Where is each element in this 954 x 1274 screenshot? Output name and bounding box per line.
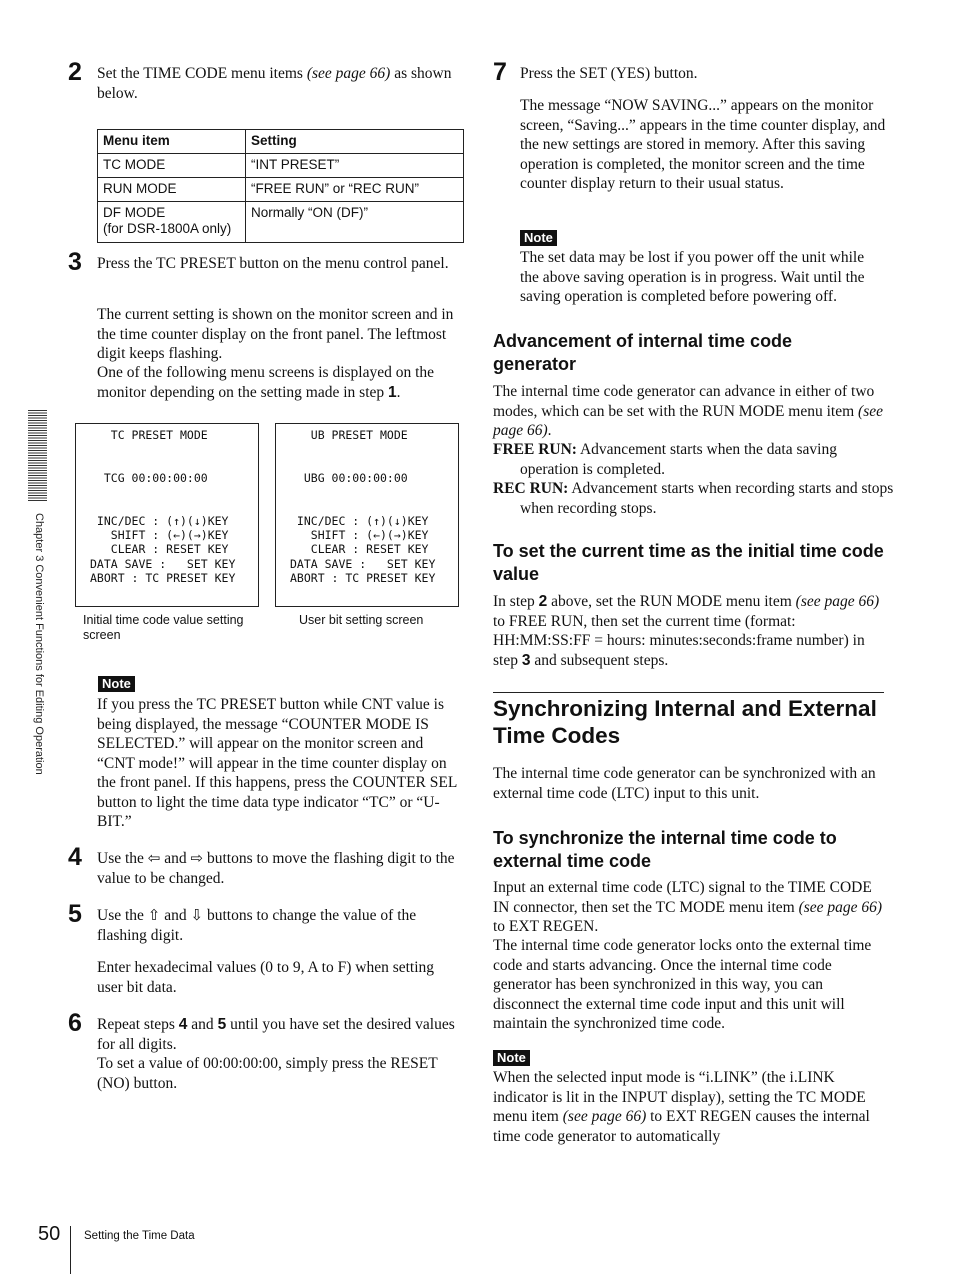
note-text: If you press the TC PRESET button while CNT value is being displayed, the message “COUNTER MODE IS SELECTED.” will appear on the monitor screen and “CNT mode!” will appear in the time counter display on the front panel. If this happens, press the COUNTER SEL button to light the time data type indicator “TC” or “U-BIT.” <box>97 696 457 830</box>
step-number: 5 <box>68 900 82 928</box>
definition-item: FREE RUN: Advancement starts when the data saving operation is completed. <box>493 441 837 478</box>
screen-text: TC PRESET MODE TCG 00:00:00:00 INC/DEC : (↑)(↓)KEY SHIFT : (←)(→)KEY CLEAR : RESET KEY DATA SAVE : SET KEY ABORT : TC PRESET KEY <box>90 428 236 585</box>
step-3-paragraph: One of the following menu screens is displayed on the monitor depending on the setting made in step 1. <box>97 364 435 401</box>
step-number: 4 <box>68 843 82 871</box>
note-badge: Note <box>98 676 135 692</box>
note-badge: Note <box>493 1050 530 1066</box>
step-7-text: Press the SET (YES) button. <box>520 65 698 82</box>
footer-divider <box>70 1226 71 1274</box>
step-number: 7 <box>493 58 507 86</box>
step-3-paragraph: The current setting is shown on the monitor screen and in the time counter display on the front panel. The leftmost digit keeps flashing. <box>97 306 454 362</box>
note-text: When the selected input mode is “i.LINK” (the i.LINK indicator is lit in the INPUT display), setting the TC MODE menu item (see page 66) to EXT REGEN causes the internal time code generator to automatically <box>493 1069 870 1145</box>
right-arrow-icon: ⇨ <box>190 849 204 867</box>
section-heading: To synchronize the internal time code to external time code <box>493 828 837 871</box>
step-6-paragraph: To set a value of 00:00:00:00, simply press the RESET (NO) button. <box>97 1055 438 1092</box>
monitor-screen-tc-preset <box>75 423 259 607</box>
section-heading: To set the current time as the initial time code value <box>493 541 884 584</box>
section-paragraph: The internal time code generator can advance in either of two modes, which can be set with the RUN MODE menu item (see page 66). <box>493 383 883 439</box>
monitor-screen-ub-preset <box>275 423 459 607</box>
section-paragraph: Input an external time code (LTC) signal to the TIME CODE IN connector, then set the TC MODE menu item (see page 66) to EXT REGEN. <box>493 879 883 935</box>
table-header: Setting <box>246 130 464 154</box>
table-row: RUN MODE “FREE RUN” or “REC RUN” <box>98 178 464 202</box>
step-6-text: Repeat steps 4 and 5 until you have set the desired values for all digits. <box>97 1016 455 1053</box>
section-rule <box>493 692 884 693</box>
chapter-side-label: Chapter 3 Convenient Functions for Editing Operation <box>33 513 45 775</box>
chapter-tab-marker <box>28 410 47 502</box>
table-header: Menu item <box>98 130 246 154</box>
screen-caption: User bit setting screen <box>299 613 424 627</box>
left-arrow-icon: ⇦ <box>147 849 161 867</box>
menu-settings-table <box>97 129 464 243</box>
section-paragraph: In step 2 above, set the RUN MODE menu item (see page 66) to FREE RUN, then set the current time (format: HH:MM:SS:FF = hours: minutes:seconds:frame number) in step 3 and subsequent steps. <box>493 593 880 669</box>
step-2-text: Set the TIME CODE menu items (see page 66) as shown below. <box>97 65 452 102</box>
table-row: TC MODE “INT PRESET” <box>98 154 464 178</box>
note-badge: Note <box>520 230 557 246</box>
step-4-text: Use the ⇦ and ⇨ buttons to move the flashing digit to the value to be changed. <box>97 849 455 887</box>
step-number: 2 <box>68 58 82 86</box>
step-number: 3 <box>68 248 82 276</box>
note-text: The set data may be lost if you power off the unit while the above saving operation is in progress. Wait until the saving operation is completed before powering off. <box>520 249 865 305</box>
step-5-text: Use the ⇧ and ⇩ buttons to change the value of the flashing digit. <box>97 906 417 944</box>
section-paragraph: The internal time code generator can be synchronized with an external time code (LTC) input to this unit. <box>493 765 876 802</box>
section-heading: Advancement of internal time code generator <box>493 331 793 374</box>
definition-item: REC RUN: Advancement starts when recording starts and stops when recording stops. <box>493 480 894 517</box>
step-5-paragraph: Enter hexadecimal values (0 to 9, A to F) when setting user bit data. <box>97 959 435 996</box>
step-3-text: Press the TC PRESET button on the menu control panel. <box>97 255 449 272</box>
up-arrow-icon: ⇧ <box>147 906 161 924</box>
step-number: 6 <box>68 1009 82 1037</box>
main-heading: Synchronizing Internal and External Time Codes <box>493 696 877 748</box>
footer-section-title: Setting the Time Data <box>84 1230 195 1242</box>
down-arrow-icon: ⇩ <box>190 906 204 924</box>
section-paragraph: The internal time code generator locks onto the external time code and starts advancing. Once the internal time code generator has been synchronized in this way, you can disconnect the external time code input and this unit will maintain the synchronized time code. <box>493 937 872 1032</box>
step-7-paragraph: The message “NOW SAVING...” appears on the monitor screen, “Saving...” appears in the time counter display, and the new settings are stored in memory. After this saving operation is completed, the monitor screen and the time counter display return to their usual status. <box>520 97 886 192</box>
screen-text: UB PRESET MODE UBG 00:00:00:00 INC/DEC : (↑)(↓)KEY SHIFT : (←)(→)KEY CLEAR : RESET KEY DATA SAVE : SET KEY ABORT : TC PRESET KEY <box>290 428 436 585</box>
screen-caption: Initial time code value setting screen <box>83 613 244 642</box>
page-number: 50 <box>38 1223 61 1245</box>
table-row: DF MODE (for DSR-1800A only) Normally “ON (DF)” <box>98 202 464 243</box>
